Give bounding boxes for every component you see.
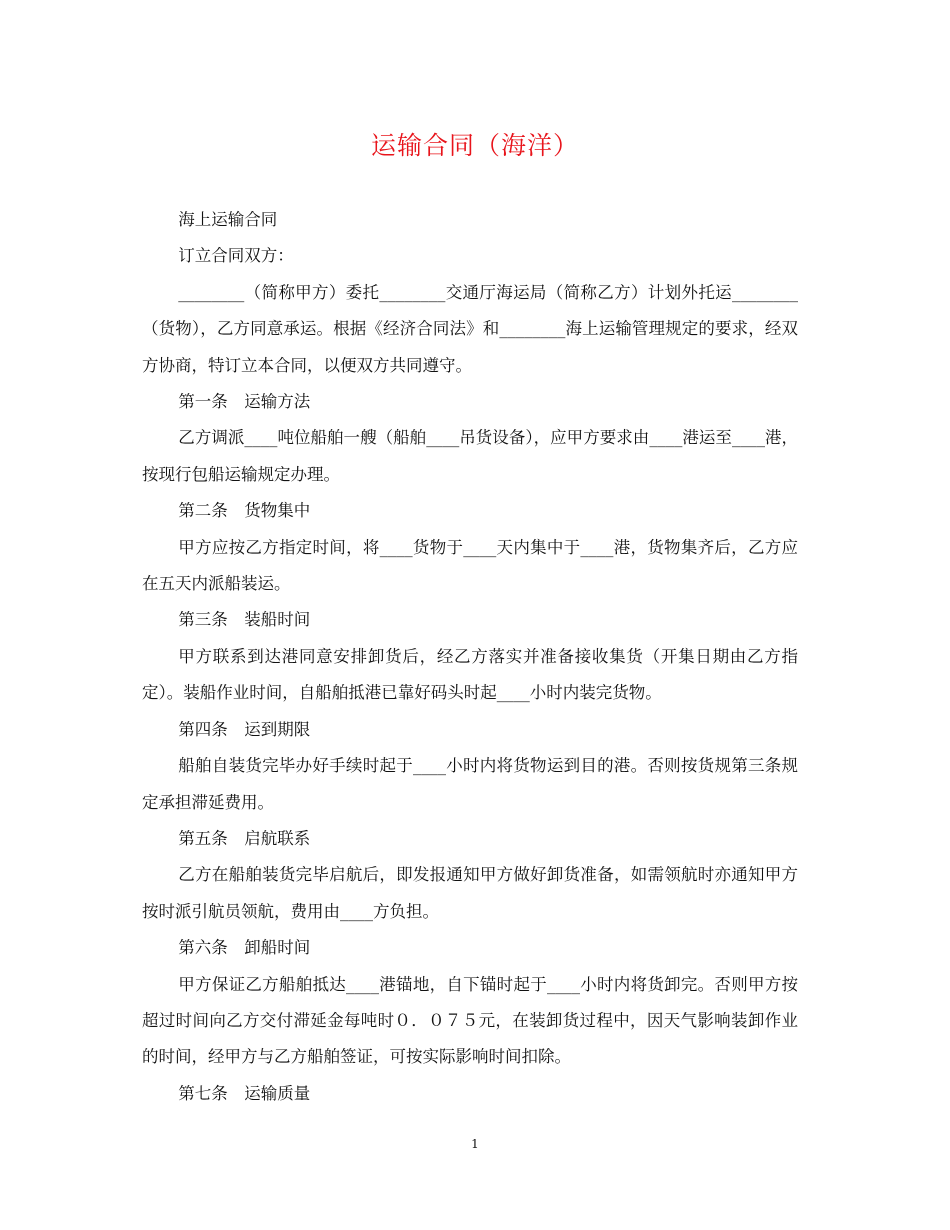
article-6-text: 甲方保证乙方船舶抵达____港锚地，自下锚时起于____小时内将货卸完。否则甲方按超过时间向乙方交付滞延金每吨时０．０７５元，在装卸货过程中，因天气影响装卸作业的时间，经甲方与乙方船舶签证，可按实际影响时间扣除。 [142, 974, 798, 1067]
article-4-heading: 第四条 运到期限 [178, 719, 311, 739]
article-7-heading: 第七条 运输质量 [178, 1083, 311, 1103]
paragraph-parties-label: 订立合同双方： [178, 246, 294, 266]
document-body [142, 202, 798, 1112]
article-2-text: 甲方应按乙方指定时间，将____货物于____天内集中于____港，货物集齐后，乙方应在五天内派船装运。 [142, 537, 798, 594]
article-2-heading: 第二条 货物集中 [178, 501, 311, 521]
document-title: 运输合同（海洋） [370, 131, 579, 160]
article-4-text: 船舶自装货完毕办好手续时起于____小时内将货物运到目的港。否则按货规第三条规定承担滞延费用。 [142, 756, 798, 812]
article-1-text: 乙方调派____吨位船舶一艘（船舶____吊货设备），应甲方要求由____港运至____港，按现行包船运输规定办理。 [142, 428, 798, 484]
article-5-heading: 第五条 启航联系 [178, 828, 311, 848]
paragraph-subtitle: 海上运输合同 [178, 210, 278, 229]
page-number: 1 [471, 1137, 479, 1151]
article-5-text: 乙方在船舶装货完毕启航后，即发报通知甲方做好卸货准备，如需领航时亦通知甲方按时派引航员领航，费用由____方负担。 [142, 865, 798, 921]
article-3-text: 甲方联系到达港同意安排卸货后，经乙方落实并准备接收集货（开集日期由乙方指定）。装船作业时间，自船舶抵港已靠好码头时起____小时内装完货物。 [142, 646, 798, 703]
article-1-heading: 第一条 运输方法 [178, 392, 311, 412]
article-3-heading: 第三条 装船时间 [178, 610, 311, 630]
article-6-heading: 第六条 卸船时间 [178, 938, 311, 958]
paragraph-preamble: ________（简称甲方）委托________交通厅海运局（简称乙方）计划外托运________（货物），乙方同意承运。根据《经济合同法》和________海上运输管理规定的要求，经双方协商，特订立本合同，以便双方共同遵守。 [142, 282, 798, 375]
